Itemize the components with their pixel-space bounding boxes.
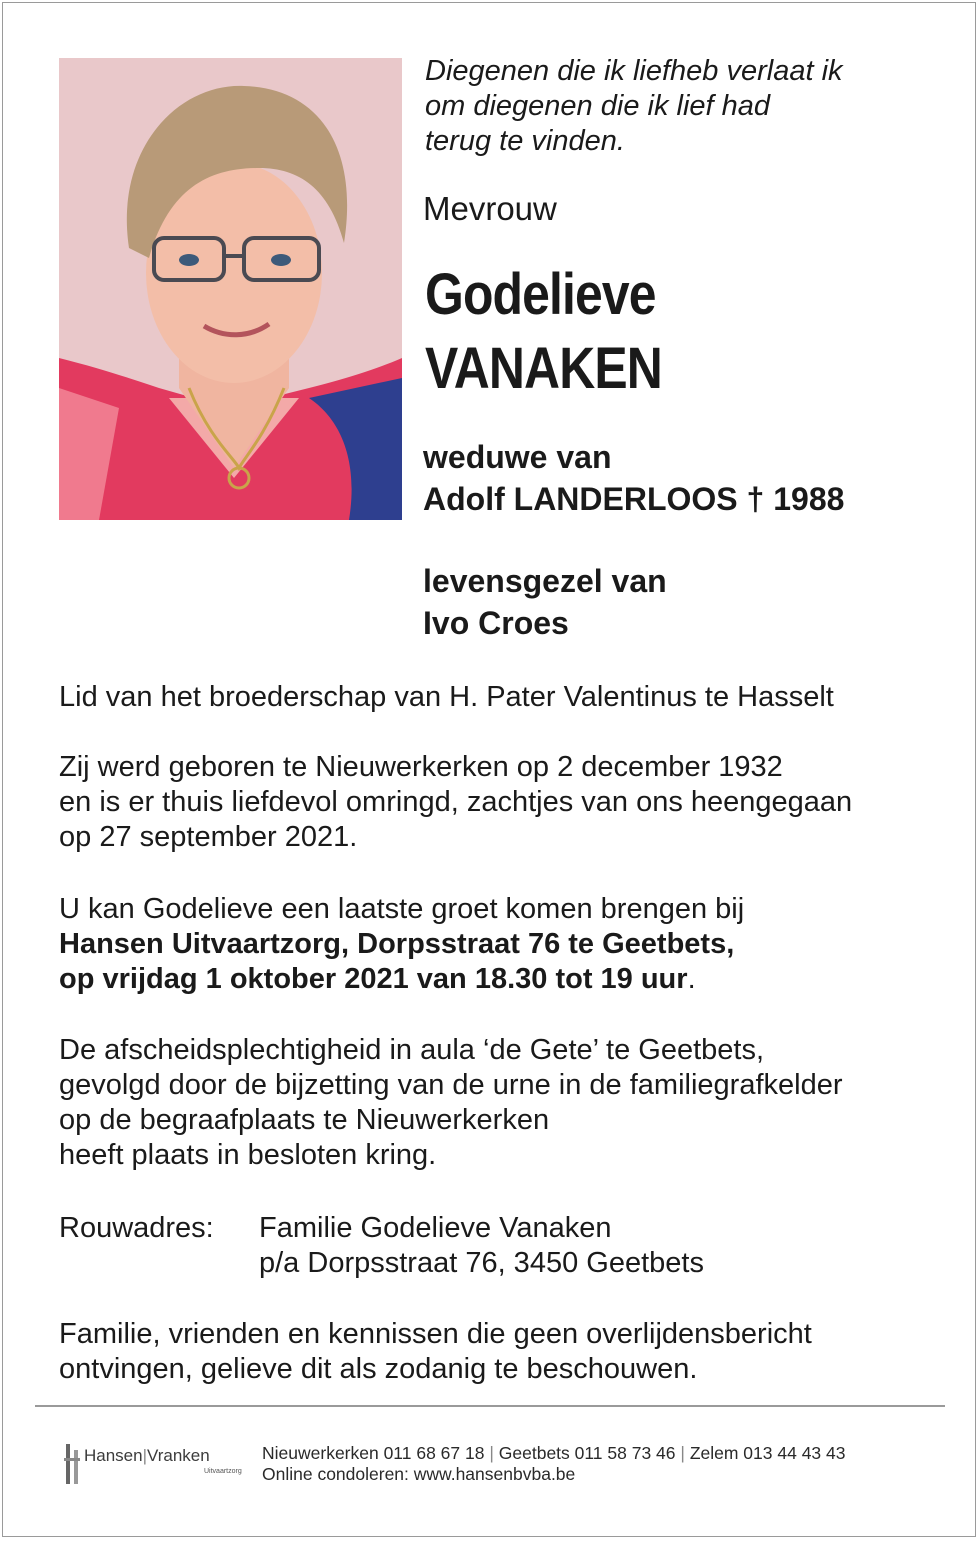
address-label: Rouwadres: xyxy=(59,1212,214,1244)
memorial-quote xyxy=(425,54,945,159)
text-line: en is er thuis liefdevol omringd, zachtjes van ons heengegaan xyxy=(59,786,853,818)
membership-text xyxy=(59,680,939,715)
text-line: Familie, vrienden en kennissen die geen overlijdensbericht xyxy=(59,1318,812,1350)
text-line: gevolgd door de bijzetting van de urne in de familiegrafkelder xyxy=(59,1069,843,1101)
quote-line: om diegenen die ik lief had xyxy=(425,90,771,122)
relation-name: Adolf LANDERLOOS † 1988 xyxy=(423,481,845,517)
relation-label: levensgezel van xyxy=(423,563,667,599)
text-line: op 27 september 2021. xyxy=(59,821,358,853)
logo-name-b: Vranken xyxy=(147,1446,210,1465)
text-line: De afscheidsplechtigheid in aula ‘de Gete’ te Geetbets, xyxy=(59,1034,765,1066)
birth-death-text xyxy=(59,750,939,855)
portrait-photo xyxy=(59,58,402,520)
quote-line: terug te vinden. xyxy=(425,125,625,157)
first-name: Godelieve xyxy=(425,262,656,327)
visitation-text xyxy=(59,892,939,997)
visit-location: Hansen Uitvaartzorg, Dorpsstraat 76 te Geetbets, xyxy=(59,928,735,960)
membership-line: Lid van het broederschap van H. Pater Valentinus te Hasselt xyxy=(59,681,834,713)
divider xyxy=(35,1405,945,1407)
ceremony-text xyxy=(59,1033,939,1173)
logo-name-a: Hansen xyxy=(84,1446,143,1465)
text-line: op de begraafplaats te Nieuwerkerken xyxy=(59,1104,550,1136)
text-line: Zij werd geboren te Nieuwerkerken op 2 december 1932 xyxy=(59,751,783,783)
text-line: U kan Godelieve een laatste groet komen brengen bij xyxy=(59,893,745,925)
visit-time-line xyxy=(59,962,939,997)
phone-geetbets: Geetbets 011 58 73 46 xyxy=(498,1443,676,1463)
phone-nieuwerkerken: Nieuwerkerken 011 68 67 18 xyxy=(262,1443,485,1463)
relation-name: Ivo Croes xyxy=(423,605,569,641)
footer-phones: Nieuwerkerken 011 68 67 18 | Geetbets 011 58 73 46 | Zelem 013 44 43 43 xyxy=(262,1443,846,1463)
address-line: p/a Dorpsstraat 76, 3450 Geetbets xyxy=(259,1247,704,1279)
mourning-address xyxy=(259,1211,704,1281)
condolence-link[interactable]: Online condoleren: www.hansenbvba.be xyxy=(262,1464,576,1484)
text-line: heeft plaats in besloten kring. xyxy=(59,1139,437,1171)
closing-text xyxy=(59,1317,939,1387)
footer-contact xyxy=(262,1443,846,1485)
address-line: Familie Godelieve Vanaken xyxy=(259,1212,612,1244)
relation-partner xyxy=(423,560,667,644)
text-line: ontvingen, gelieve dit als zodanig te beschouwen. xyxy=(59,1353,698,1385)
relation-label: weduwe van xyxy=(423,439,612,475)
logo-name: Hansen|Vranken xyxy=(84,1446,210,1465)
logo-subtitle: Uitvaartzorg xyxy=(204,1468,242,1475)
last-name: VANAKEN xyxy=(425,336,662,401)
visit-period: . xyxy=(687,963,696,995)
phone-zelem: Zelem 013 44 43 43 xyxy=(689,1443,846,1463)
quote-line: Diegenen die ik liefheb verlaat ik xyxy=(425,55,843,87)
deceased-name xyxy=(425,258,662,406)
salutation: Mevrouw xyxy=(423,190,557,227)
logo-mark-icon xyxy=(62,1438,84,1488)
visit-time: op vrijdag 1 oktober 2021 van 18.30 tot 19 uur xyxy=(59,963,688,995)
funeral-home-logo xyxy=(62,1438,242,1488)
relation-widow xyxy=(423,436,844,520)
